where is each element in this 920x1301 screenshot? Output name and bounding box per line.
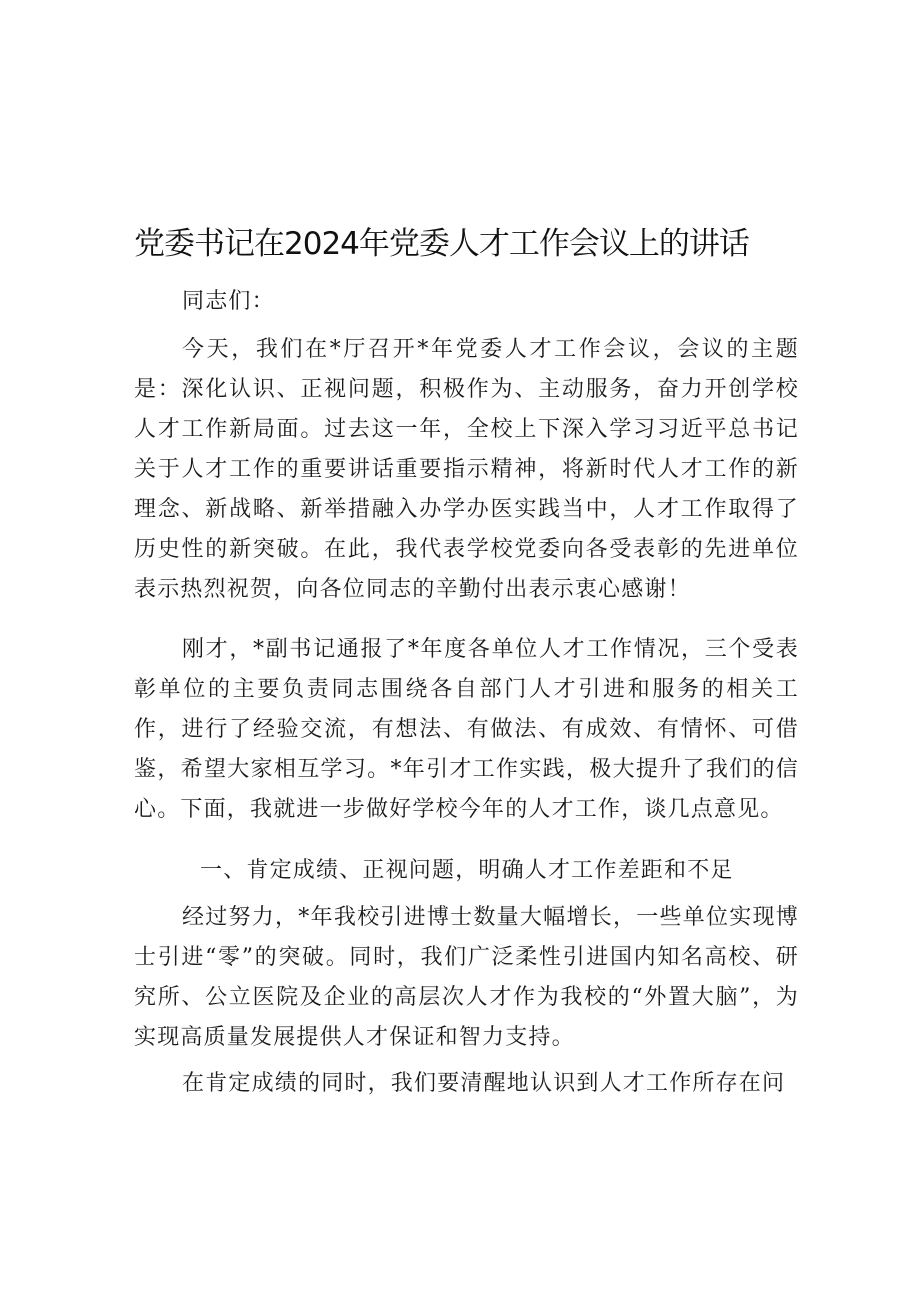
paragraph-problems: 在肯定成绩的同时，我们要清醒地认识到人才工作所存在问 [182, 1071, 786, 1096]
paragraph-opening: 今天，我们在*厅召开*年党委人才工作会议，会议的主题是：深化认识、正视问题，积极作为、主动服务，奋力开创学校人才工作新局面。过去这一年，全校上下深入学习习近平总书记关于人才工作的重要讲话重要指示精神，将新时代人才工作的新理念、新战略、新举措融入办学办医实践当中，人才工作取得了历史性的新突破。在此，我代表学校党委向各受表彰的先进单位表示热烈祝贺，向各位同志的辛勤付出表示衷心感谢！ [134, 337, 799, 602]
paragraph-review: 刚才，*副书记通报了*年度各单位人才工作情况，三个受表彰单位的主要负责同志围绕各自部门人才引进和服务的相关工作，进行了经验交流，有想法、有做法、有成效、有情怀、可借鉴，希望大家相互学习。*年引才工作实践，极大提升了我们的信心。下面，我就进一步做好学校今年的人才工作，谈几点意见。 [134, 637, 799, 822]
document-title: 党委书记在2024年党委人才工作会议上的讲话 [134, 226, 749, 262]
salutation: 同志们： [182, 289, 275, 314]
section-heading: 一、肯定成绩、正视问题，明确人才工作差距和不足 [200, 858, 734, 883]
paragraph-achievements: 经过努力，*年我校引进博士数量大幅增长，一些单位实现博士引进“零”的突破。同时，我们广泛柔性引进国内知名高校、研究所、公立医院及企业的高层次人才作为我校的“外置大脑”，为实现高质量发展提供人才保证和智力支持。 [134, 905, 799, 1050]
